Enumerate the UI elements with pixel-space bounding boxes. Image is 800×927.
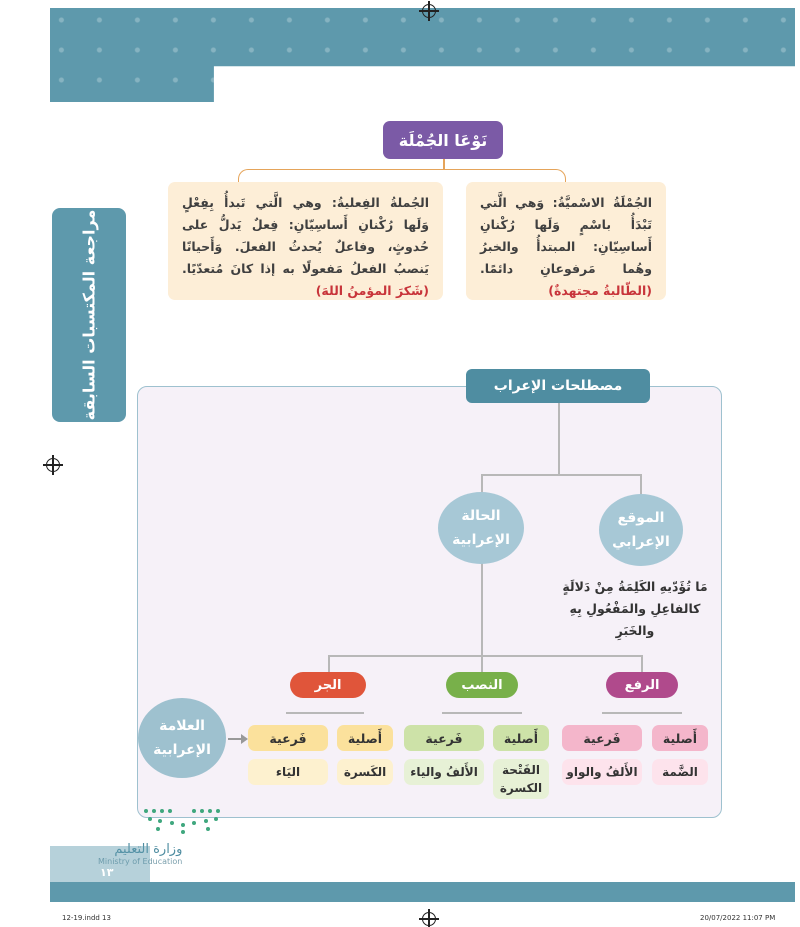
page-number: ١٣ [100, 866, 114, 879]
bottom-bar [50, 882, 795, 902]
kasra-leaf: الكَسرة [337, 759, 393, 785]
top-banner [50, 8, 795, 102]
registration-mark-icon [422, 912, 436, 926]
nasb-secondary: فَرعية [404, 725, 484, 751]
marks-circle: العلامة الإعرابية [138, 698, 226, 778]
alif-waw-leaf: الأَلفُ والواو [562, 759, 642, 785]
nominal-sentence-text: الجُمْلَةُ الاسْميَّةُ: وَهي الَّتي تَبْدَأُ باسْمٍ وَلَها رُكْنانِ أَساسِيّانِ: المبتدأُ والخبرُ وهُما مَرفوعانِ دائمًا. [480, 195, 652, 276]
alif-ya-leaf: الأَلفُ والياء [404, 759, 484, 785]
position-circle: الموقع الإعرابي [599, 494, 683, 566]
nominal-sentence-box [466, 182, 666, 300]
connector-line [328, 655, 642, 657]
connector-line [481, 563, 483, 655]
verbal-sentence-example: (شَكرَ المؤمنُ اللهَ) [315, 283, 429, 298]
position-description [555, 576, 715, 642]
raf-pill: الرفع [606, 672, 678, 698]
jarr-pill: الجر [290, 672, 366, 698]
ministry-logo-icon [138, 805, 228, 835]
connector-line [328, 655, 330, 673]
nominal-sentence-example: (الطّالبةُ مجتهدةٌ) [548, 283, 652, 298]
terms-title: مصطلحات الإعراب [466, 369, 650, 403]
jarr-original: أَصلية [337, 725, 393, 751]
footer-file: 12-19.indd 13 [62, 914, 111, 922]
connector-line [481, 474, 641, 476]
title-bracket [238, 169, 566, 183]
ministry-name-ar: وزارة التعليم [114, 842, 183, 857]
connector-line [481, 655, 483, 673]
title-connector [443, 159, 445, 170]
arrow-right-icon [228, 738, 246, 740]
verbal-sentence-box [168, 182, 443, 300]
raf-secondary: فَرعية [562, 725, 642, 751]
connector-line [558, 403, 560, 475]
connector-line [640, 474, 642, 496]
connector-line [641, 655, 643, 673]
ya-leaf: اليَاء [248, 759, 328, 785]
connector-line [442, 712, 522, 714]
registration-mark-icon [46, 458, 60, 472]
raf-original: أَصلية [652, 725, 708, 751]
jarr-secondary: فَرعية [248, 725, 328, 751]
nasb-pill: النصب [446, 672, 518, 698]
ministry-name-en: Ministry of Education [98, 857, 183, 866]
state-circle: الحالة الإعرابية [438, 492, 524, 564]
footer-date: 20/07/2022 11:07 PM [700, 914, 776, 922]
position-desc-line2: كالفاعِلِ والمَفْعُولِ بِهِ والخَبَرِ [569, 601, 701, 638]
side-tab-label: مراجعة المكتسبات السابقة [79, 209, 99, 421]
side-tab [52, 208, 126, 422]
fatha-kasra-leaf: الفَتْحة الكسرة [493, 759, 549, 799]
damma-leaf: الضَّمة [652, 759, 708, 785]
main-title: نَوْعَا الجُمْلَة [383, 121, 503, 159]
registration-mark-icon [422, 4, 436, 18]
verbal-sentence-text: الجُملةُ الفِعليةُ: وهي الَّتي تَبدأُ بِفِعْلٍ وَلَها رُكْنانِ أَساسِيّانِ: فِعلٌ يَدلُّ على حُدوثٍ، وفاعلٌ يُحدثُ الفعلَ. وَأَحيانًا يَنصبُ الفعلُ مَفعولًا به إذا كانَ مُتعدّيًا. [182, 195, 429, 276]
connector-line [286, 712, 364, 714]
connector-line [602, 712, 682, 714]
nasb-original: أَصلية [493, 725, 549, 751]
position-desc-line1: مَا تُؤَدّيهِ الكَلِمَةُ مِنْ دَلالَةٍ [562, 579, 708, 594]
